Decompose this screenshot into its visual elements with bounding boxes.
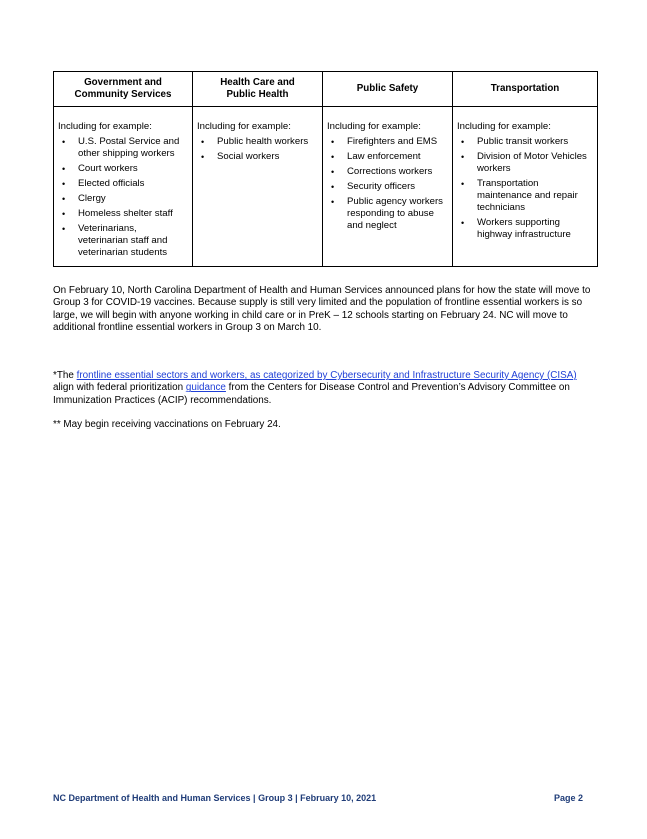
- table-header-row: [54, 72, 598, 107]
- list-item: [58, 193, 188, 205]
- list-item: [327, 181, 448, 193]
- bullet-icon: •: [331, 182, 335, 192]
- transportation-list: [457, 136, 593, 241]
- guidance-link[interactable]: guidance: [185, 382, 226, 394]
- list-item: [457, 136, 593, 148]
- including-label: Including for example:: [58, 121, 152, 132]
- bullet-icon: •: [62, 179, 66, 189]
- footnote-prefix: *The: [53, 370, 77, 381]
- bullet-icon: •: [62, 137, 66, 147]
- page-number: Page 2: [553, 793, 583, 803]
- list-item: [457, 217, 593, 241]
- list-item: [327, 151, 448, 163]
- list-item: [457, 178, 593, 214]
- bullet-icon: •: [331, 167, 335, 177]
- government-list: [58, 136, 188, 259]
- health-care-list: [197, 136, 318, 163]
- list-item: [327, 136, 448, 148]
- bullet-icon: •: [331, 137, 335, 147]
- col-transportation: [453, 107, 598, 267]
- bullet-icon: •: [201, 152, 205, 162]
- bullet-icon: •: [62, 209, 66, 219]
- including-label: Including for example:: [457, 121, 551, 132]
- sectors-table: [53, 71, 598, 267]
- public-safety-list: [327, 136, 448, 232]
- bullet-icon: •: [461, 218, 465, 228]
- may-begin-note: ** May begin receiving vaccinations on February 24.: [53, 419, 281, 430]
- list-item-text: Workers supporting highway infrastructure: [477, 217, 571, 240]
- list-item: [457, 151, 593, 175]
- table-body-row: [54, 107, 598, 267]
- col-government: [54, 107, 193, 267]
- list-item-text: Security officers: [347, 181, 416, 192]
- header-health-care: Health Care and Public Health: [193, 72, 323, 107]
- footnote-suffix: from the Centers for Disease Control and Prevention’s Advisory Committee on Immunization Practices (ACIP) recommendations.: [53, 382, 570, 406]
- list-item-text: Public health workers: [217, 136, 309, 147]
- cisa-footnote: [53, 370, 598, 407]
- bullet-icon: •: [461, 137, 465, 147]
- list-item-text: Social workers: [217, 151, 280, 162]
- col-public-safety: [323, 107, 453, 267]
- list-item: [58, 208, 188, 220]
- header-government: Government and Community Services: [54, 72, 193, 107]
- announcement-paragraph: On February 10, North Carolina Department of Health and Human Services announced plans for how the state will move to Group 3 for COVID-19 vaccines. Because supply is still very limited and the population of frontline essential workers is so large, we will begin with anyone working in child care or in PreK – 12 schools starting on February 24. NC will move to additional frontline essential workers in Group 3 on March 10.: [53, 285, 591, 334]
- header-public-safety: Public Safety: [323, 72, 453, 107]
- list-item: [58, 136, 188, 160]
- bullet-icon: •: [62, 224, 66, 234]
- bullet-icon: •: [331, 152, 335, 162]
- list-item: [327, 196, 448, 232]
- list-item-text: Law enforcement: [347, 151, 421, 162]
- footnote-middle: align with federal prioritization: [53, 382, 186, 394]
- list-item: [58, 178, 188, 190]
- list-item: [58, 223, 188, 259]
- list-item: [327, 166, 448, 178]
- including-label: Including for example:: [327, 121, 421, 132]
- list-item-text: Firefighters and EMS: [347, 136, 438, 147]
- list-item-text: Veterinarians, veterinarian staff and veterinarian students: [78, 223, 168, 258]
- list-item: [197, 151, 318, 163]
- list-item-text: Elected officials: [78, 178, 145, 189]
- header-transportation: Transportation: [453, 72, 598, 107]
- list-item-text: Homeless shelter staff: [78, 208, 173, 219]
- list-item-text: Clergy: [78, 193, 106, 204]
- bullet-icon: •: [62, 194, 66, 204]
- list-item-text: Court workers: [78, 163, 138, 174]
- list-item-text: Public transit workers: [477, 136, 569, 147]
- list-item: [58, 163, 188, 175]
- bullet-icon: •: [62, 164, 66, 174]
- bullet-icon: •: [461, 179, 465, 189]
- list-item-text: Division of Motor Vehicles workers: [477, 151, 587, 174]
- footer-source: NC Department of Health and Human Services | Group 3 | February 10, 2021: [53, 793, 377, 803]
- list-item-text: U.S. Postal Service and other shipping workers: [78, 136, 180, 159]
- bullet-icon: •: [331, 197, 335, 207]
- including-label: Including for example:: [197, 121, 291, 132]
- list-item-text: Corrections workers: [347, 166, 433, 177]
- bullet-icon: •: [461, 152, 465, 162]
- cisa-link[interactable]: frontline essential sectors and workers, as categorized by Cybersecurity and Infrastructure Security Agency (CISA): [76, 370, 577, 381]
- col-health-care: [193, 107, 323, 267]
- bullet-icon: •: [201, 137, 205, 147]
- list-item-text: Public agency workers responding to abuse and neglect: [347, 196, 443, 231]
- list-item: [197, 136, 318, 148]
- list-item-text: Transportation maintenance and repair technicians: [477, 178, 578, 213]
